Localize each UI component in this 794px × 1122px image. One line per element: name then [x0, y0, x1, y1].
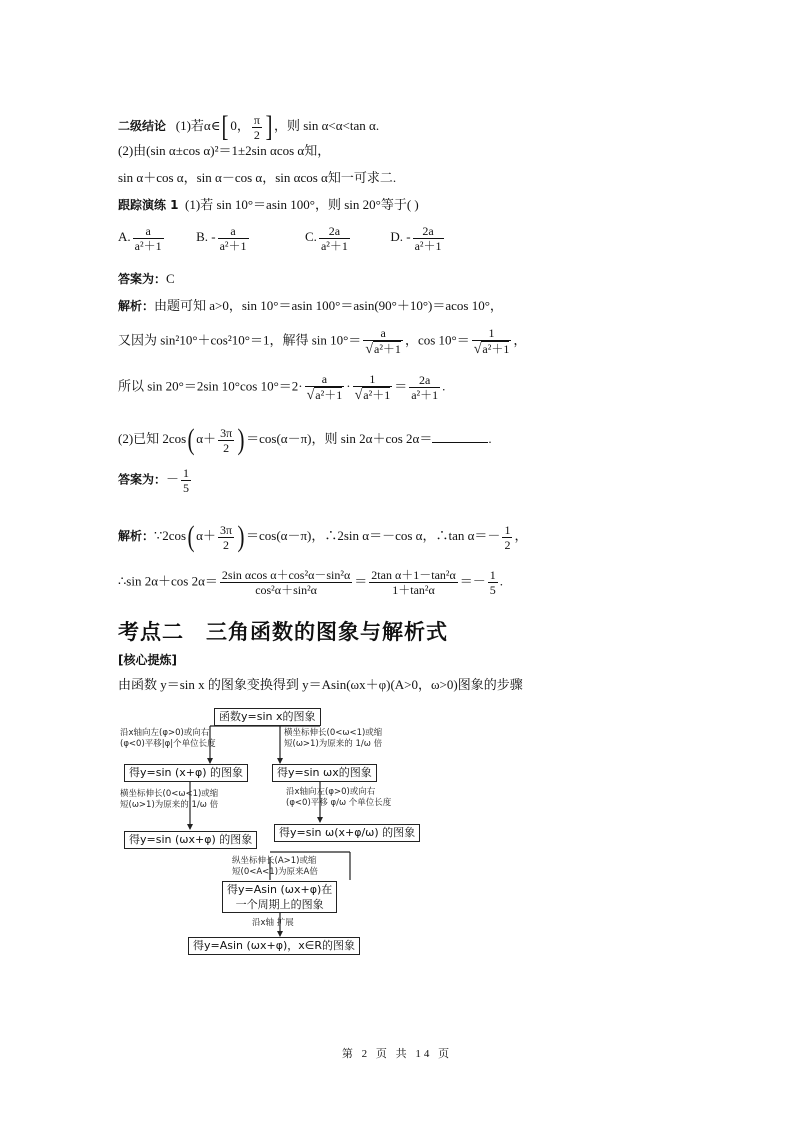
page-footer: 第 2 页 共 14 页	[341, 1048, 453, 1060]
option-d: D. - $\frac{2a}{\text{a²＋1}}$	[390, 224, 442, 253]
flow-box-final: 得y=Asin (ωx+φ)，x∈R的图象	[188, 937, 360, 955]
answer-2: 答案为：－ $\frac{1}{5}$	[118, 466, 190, 495]
option-a: A. $\frac{a}{\text{a²＋1}}$	[118, 224, 162, 253]
note-amplitude: 纵坐标伸长(A>1)或缩 短(0<A<1)为原来A倍	[232, 856, 318, 877]
question-2: (2)已知 2cos( α＋ $\frac{3\pi}{2}$ ) ＝cos(α－π)，则 sin 2α＋cos 2α＝ .	[118, 423, 492, 456]
answer-value: C	[166, 271, 175, 286]
note-extend: 沿x轴 扩展	[252, 918, 294, 928]
option-c: C. $\frac{2a}{\text{a²＋1}}$	[305, 224, 348, 253]
interval-start: 0，	[230, 117, 250, 133]
flow-box-shift-stretch: 得y=sin (ωx+φ) 的图象	[124, 831, 257, 849]
note-shift-1: 沿x轴向左(φ>0)或向右 (φ<0)平移|φ|个单位长度	[120, 728, 216, 749]
conclusion-text-2: ，则 sin α<α<tan α.	[273, 117, 380, 133]
line-2: (2)由(sin α±cos α)²＝1±2sin αcos α知，	[118, 143, 331, 158]
flow-box-amplitude: 得y=Asin (ωx+φ)在 一个周期上的图象	[222, 881, 337, 913]
intro-text: 由函数 y＝sin x 的图象变换得到 y＝Asin(ωx＋φ)(A>0，ω>0)图象的步骤	[118, 677, 523, 692]
note-shift-2: 沿x轴向左(φ>0)或向右 (φ<0)平移 φ/ω 个单位长度	[286, 787, 392, 808]
practice-label: 跟踪演练 1	[118, 198, 179, 212]
note-stretch-1: 横坐标伸长(0<ω<1)或缩 短(ω>1)为原来的 1/ω 倍	[284, 728, 383, 749]
line-3: sin α＋cos α，sin α－cos α，sin αcos α知一可求二.	[118, 170, 397, 185]
solution-2: 又因为 sin²10°＋cos²10°＝1，解得 sin 10°＝ $\frac{a}{\text{√a²＋1}}$ ，cos 10°＝ $\frac{1}{\text{√a²＋1}}$ ，	[118, 326, 527, 357]
conclusion-label: 二级结论	[118, 118, 167, 133]
practice-text: (1)若 sin 10°＝asin 100°，则 sin 20°等于( )	[185, 197, 419, 212]
option-b: B. - $\frac{a}{\text{a²＋1}}$	[196, 224, 247, 253]
section-heading: 考点二 三角函数的图象与解析式	[118, 620, 448, 644]
flow-box-shift: 得y=sin (x+φ) 的图象	[124, 764, 248, 782]
flow-box-stretch-shift: 得y=sin ω(x+φ/ω) 的图象	[274, 824, 420, 842]
left-bracket: [	[221, 110, 229, 143]
solution-5: ∴sin 2α＋cos 2α＝ $\frac{\text{2sin αcos α＋cos²α－sin²α}}{\text{cos²α＋sin²α}}$ ＝ $\frac{\text{2tan α＋1－tan²α}}{\text{1＋tan²α}}$ ＝－ $\frac{1}{5}$ .	[118, 568, 504, 597]
pi-over-2: $\frac{\pi}{2}$	[253, 112, 260, 142]
flow-box-stretch: 得y=sin ωx的图象	[272, 764, 377, 782]
right-bracket: ]	[265, 110, 273, 143]
solution-4: 解析：∵2cos( α＋ $\frac{3\pi}{2}$ ) ＝cos(α－π)，∴2sin α＝－cos α，∴tan α＝－ $\frac{1}{2}$ ，	[118, 520, 528, 553]
conclusion-text-1: (1)若α∈	[175, 117, 221, 133]
core-label: [核心提炼]	[118, 653, 177, 667]
flow-box-start: 函数y=sin x的图象	[214, 708, 321, 726]
note-stretch-2: 横坐标伸长(0<ω<1)或缩 短(ω>1)为原来的 1/ω 倍	[120, 789, 219, 810]
solution-3: 所以 sin 20°＝2sin 10°cos 10°＝2· $\frac{a}{\text{√a²＋1}}$ · $\frac{1}{\text{√a²＋1}}$ ＝ $\frac{2a}{\text{a²＋1}}$ .	[118, 372, 446, 403]
solution-label: 解析：	[118, 299, 155, 313]
answer-label: 答案为：	[118, 272, 167, 286]
solution-text: 由题可知 a>0，sin 10°＝asin 100°＝asin(90°＋10°)＝acos 10°，	[154, 298, 503, 313]
